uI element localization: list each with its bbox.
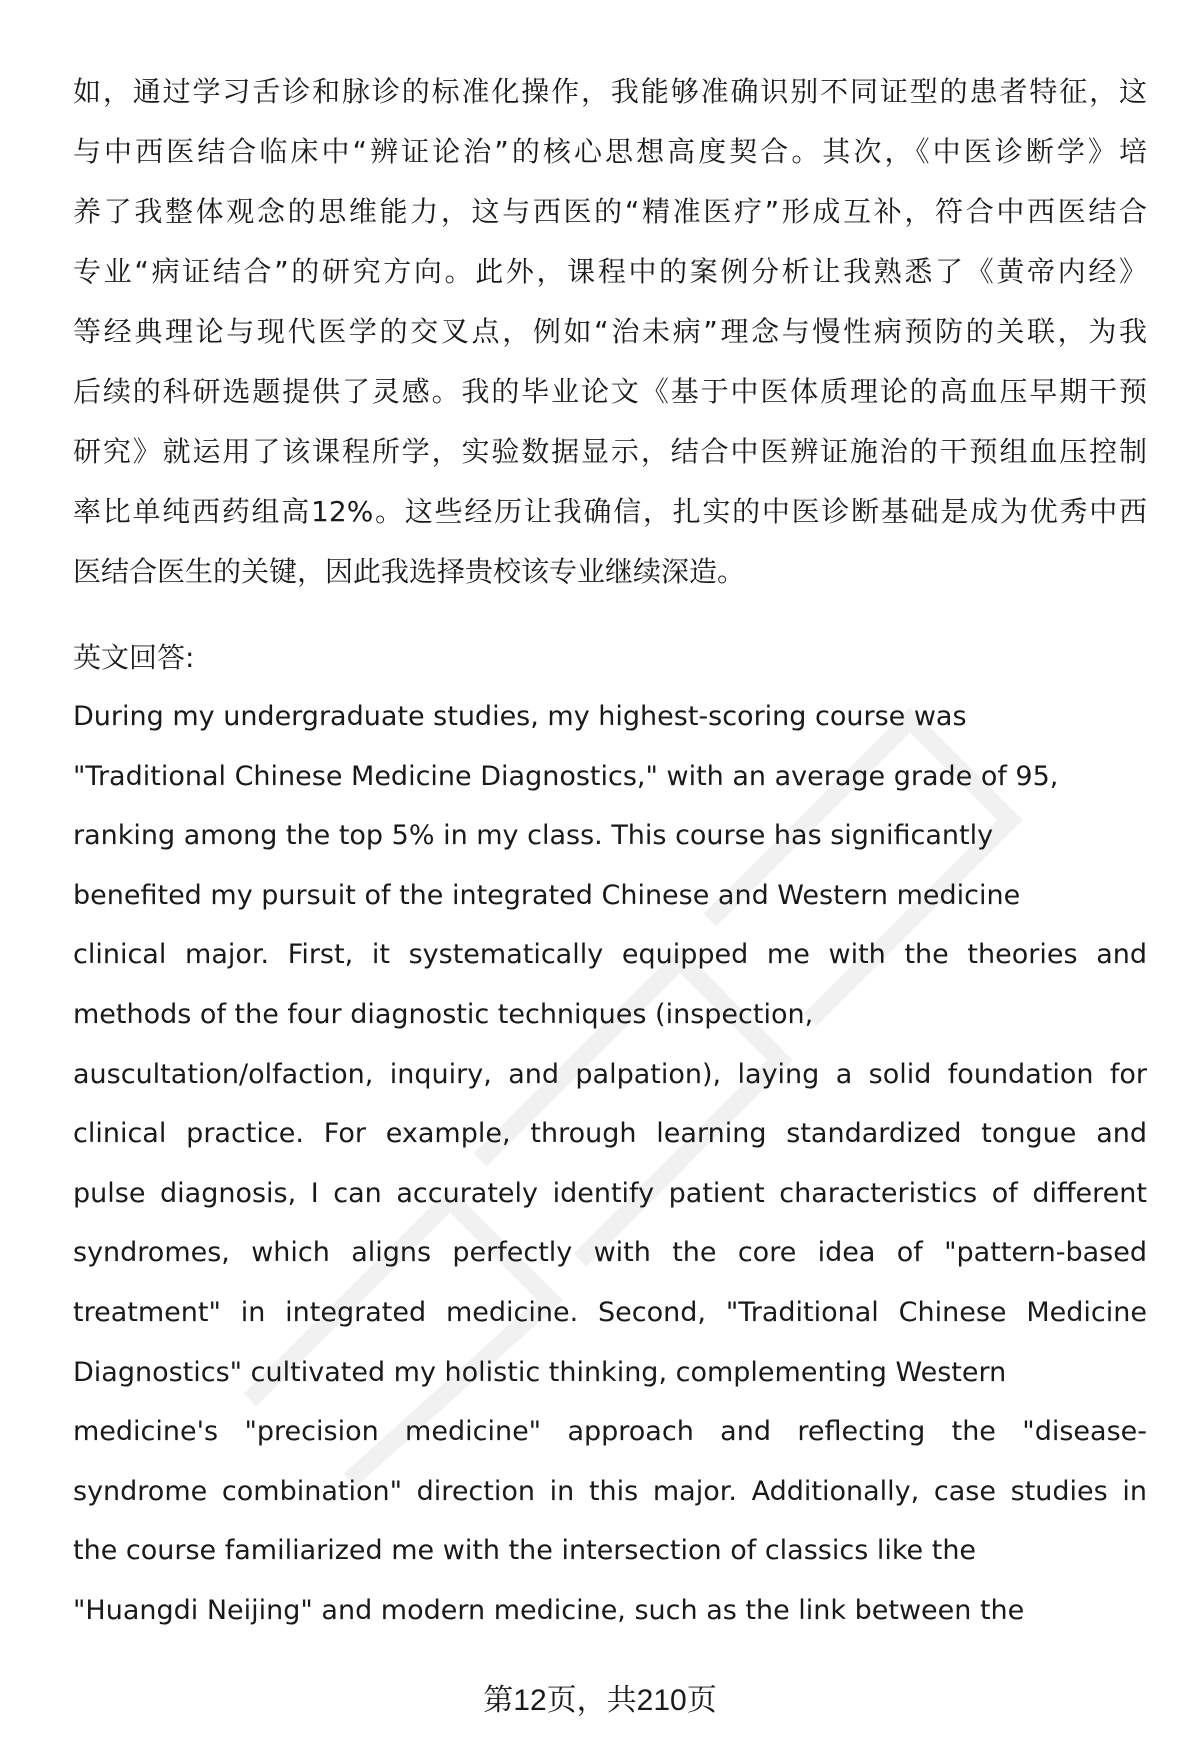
english-text-line: the course familiarized me with the intersection of classics like the — [73, 1535, 977, 1567]
chinese-text-line: 英文回答: — [73, 641, 195, 674]
english-text-line: ranking among the top 5% in my class. This course has significantly — [73, 820, 994, 852]
english-text-line: auscultation/olfaction, inquiry, and palpation), laying a solid foundation for — [73, 1058, 1147, 1090]
english-text-line: medicine's "precision medicine" approach and reflecting the "disease- — [73, 1416, 1147, 1448]
english-text-line: "Traditional Chinese Medicine Diagnostics," with an average grade of 95, — [73, 760, 1059, 792]
chinese-text-line: 后续的科研选题提供了灵感。我的毕业论文《基于中医体质理论的高血压早期干预 — [73, 375, 1147, 408]
page-number: 第12页，共210页 — [483, 1684, 717, 1717]
english-text-line: syndromes, which aligns perfectly with the core idea of "pattern-based — [73, 1237, 1147, 1269]
english-text-line: syndrome combination" direction in this major. Additionally, case studies in — [73, 1475, 1147, 1507]
english-text-line: pulse diagnosis, I can accurately identify patient characteristics of different — [73, 1177, 1147, 1209]
chinese-text-line: 医结合医生的关键，因此我选择贵校该专业继续深造。 — [73, 555, 746, 588]
english-text-line: treatment" in integrated medicine. Second, "Traditional Chinese Medicine — [73, 1297, 1147, 1328]
chinese-text-line: 专业“病证结合”的研究方向。此外，课程中的案例分析让我熟悉了《黄帝内经》 — [73, 255, 1147, 288]
chinese-text-line: 研究》就运用了该课程所学，实验数据显示，结合中医辨证施治的干预组血压控制 — [73, 435, 1147, 468]
chinese-text-line: 与中西医结合临床中“辨证论治”的核心思想高度契合。其次，《中医诊断学》培 — [73, 135, 1147, 168]
chinese-text-line: 率比单纯西药组高12%。这些经历让我确信，扎实的中医诊断基础是成为优秀中西 — [73, 495, 1147, 528]
english-text-line: "Huangdi Neijing" and modern medicine, such as the link between the — [73, 1595, 1025, 1626]
chinese-text-line: 如，通过学习舌诊和脉诊的标准化操作，我能够准确识别不同证型的患者特征，这 — [73, 75, 1147, 108]
english-text-line: During my undergraduate studies, my highest-scoring course was — [73, 701, 967, 732]
chinese-text-line: 养了我整体观念的思维能力，这与西医的“精准医疗”形成互补，符合中西医结合 — [73, 195, 1147, 228]
english-text-line: benefited my pursuit of the integrated Chinese and Western medicine — [73, 879, 1021, 911]
english-text-line: clinical major. First, it systematically equipped me with the theories and — [73, 939, 1147, 971]
english-text-line: Diagnostics" cultivated my holistic thinking, complementing Western — [73, 1356, 1007, 1388]
english-text-line: methods of the four diagnostic techniques (inspection, — [73, 999, 814, 1030]
english-text-line: clinical practice. For example, through learning standardized tongue and — [73, 1118, 1147, 1150]
chinese-text-line: 等经典理论与现代医学的交叉点，例如“治未病”理念与慢性病预防的关联，为我 — [73, 315, 1147, 348]
